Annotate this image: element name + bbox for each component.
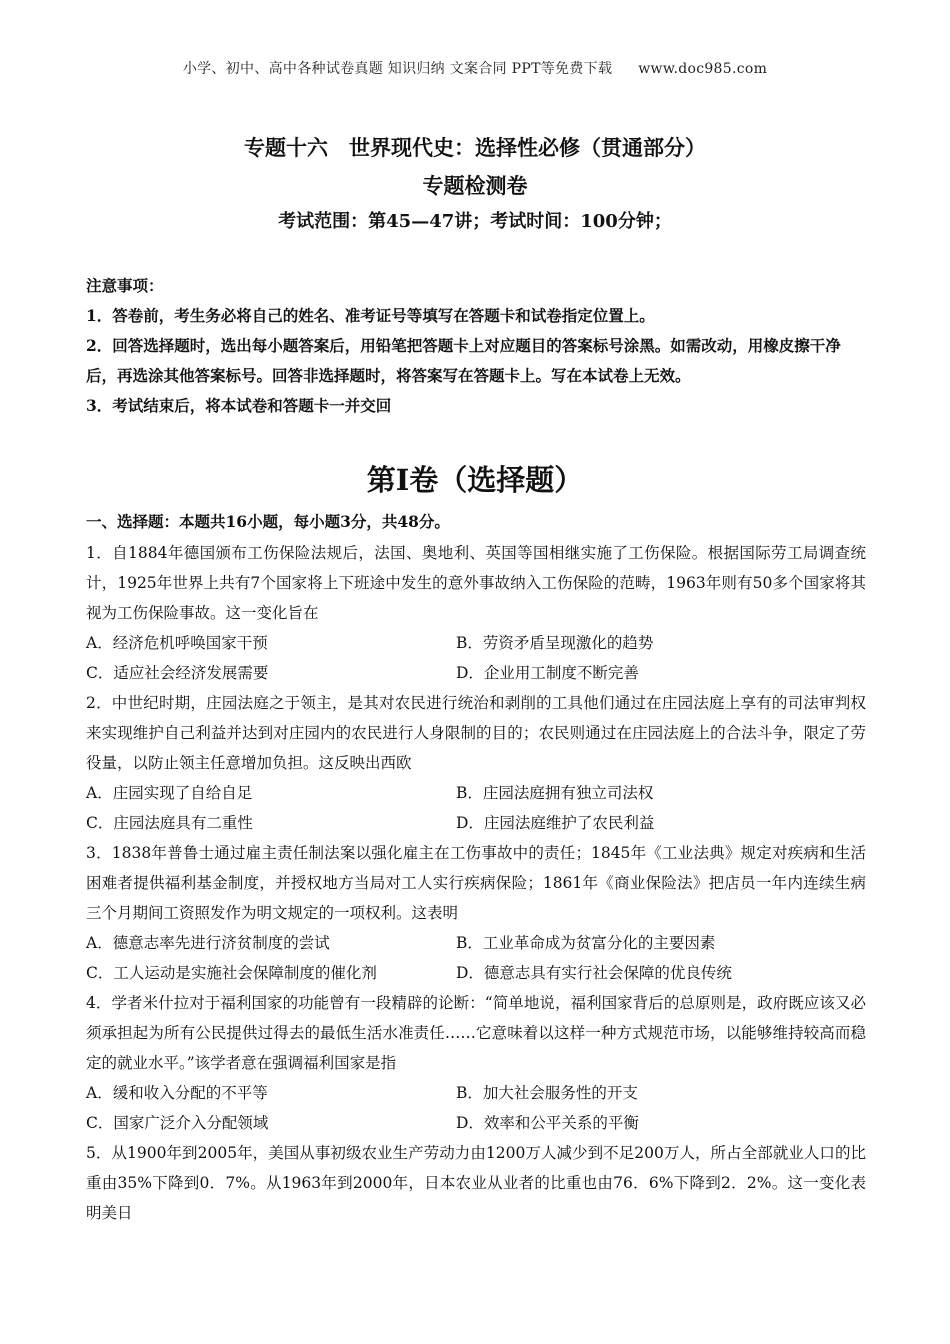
option-c: C．工人运动是实施社会保障制度的催化剂 [86, 964, 377, 982]
option-d: D．企业用工制度不断完善 [456, 664, 639, 682]
option-c: C．适应社会经济发展需要 [86, 664, 269, 682]
option-b: B．劳资矛盾呈现激化的趋势 [456, 634, 654, 652]
option-b: B．加大社会服务性的开支 [456, 1084, 638, 1102]
option-b: B．工业革命成为贫富分化的主要因素 [456, 934, 716, 952]
option-d: D．德意志具有实行社会保障的优良传统 [456, 964, 732, 982]
option-d: D．效率和公平关系的平衡 [456, 1114, 639, 1132]
banner-url[interactable]: www.doc985.com [638, 61, 768, 77]
option-grid [86, 628, 866, 688]
option-grid [86, 928, 866, 988]
banner-text: 小学、初中、高中各种试卷真题 知识归纳 文案合同 PPT等免费下载 [182, 61, 613, 77]
exam-scope: 考试范围：第45—47讲；考试时间：100分钟； [278, 211, 672, 232]
question-2 [86, 688, 866, 838]
site-banner [0, 58, 950, 78]
option-a: A．缓和收入分配的不平等 [86, 1084, 268, 1102]
section-heading: 一、选择题：本题共16小题，每小题3分，共48分。 [86, 512, 450, 531]
notes-block [86, 271, 866, 421]
option-a: A．庄园实现了自给自足 [86, 784, 253, 802]
option-a: A．德意志率先进行济贫制度的尝试 [86, 934, 330, 952]
notes-item: 2．回答选择题时，选出每小题答案后，用铅笔把答题卡上对应题目的答案标号涂黑。如需改动，用橡皮擦干净后，再选涂其他答案标号。回答非选择题时，将答案写在答题卡上。写在本试卷上无效。 [86, 336, 841, 385]
option-a: A．经济危机呼唤国家干预 [86, 634, 268, 652]
option-c: C．庄园法庭具有二重性 [86, 814, 253, 832]
question-1 [86, 538, 866, 688]
paper-subtitle: 专题检测卷 [422, 173, 528, 198]
question-5 [86, 1138, 866, 1228]
question-stem: 2．中世纪时期，庄园法庭之于领主，是其对农民进行统治和剥削的工具他们通过在庄园法庭上享有的司法审判权来实现维护自己利益并达到对庄园内的农民进行人身限制的目的；农民则通过在庄园法庭上的合法斗争，限定了劳役量，以防止领主任意增加负担。这反映出西欧 [86, 694, 866, 772]
notes-item: 1．答卷前，考生务必将自己的姓名、准考证号等填写在答题卡和试卷指定位置上。 [86, 306, 655, 325]
option-d: D．庄园法庭维护了农民利益 [456, 814, 655, 832]
question-3 [86, 838, 866, 988]
option-grid [86, 778, 866, 838]
notes-heading: 注意事项： [86, 276, 164, 295]
question-stem: 1．自1884年德国颁布工伤保险法规后，法国、奥地利、英国等国相继实施了工伤保险。根据国际劳工局调查统计，1925年世界上共有7个国家将上下班途中发生的意外事故纳入工伤保险的范畴，1963年则有50多个国家将其视为工伤保险事故。这一变化旨在 [86, 544, 866, 622]
option-grid [86, 1078, 866, 1138]
question-4 [86, 988, 866, 1138]
notes-item: 3．考试结束后，将本试卷和答题卡一并交回 [86, 396, 392, 415]
option-b: B．庄园法庭拥有独立司法权 [456, 784, 654, 802]
section-title: 第I卷（选择题） [366, 463, 584, 497]
option-c: C．国家广泛介入分配领域 [86, 1114, 269, 1132]
question-list [86, 538, 866, 1228]
question-stem: 4．学者米什拉对于福利国家的功能曾有一段精辟的论断：“简单地说，福利国家背后的总原则是，政府既应该又必须承担起为所有公民提供过得去的最低生活水准责任……它意味着以这样一种方式规范市场，以能够维持较高而稳定的就业水平。”该学者意在强调福利国家是指 [86, 994, 866, 1072]
question-stem: 3．1838年普鲁士通过雇主责任制法案以强化雇主在工伤事故中的责任；1845年《工业法典》规定对疾病和生活困难者提供福利基金制度，并授权地方当局对工人实行疾病保险；1861年《商业保险法》把店员一年内连续生病三个月期间工资照发作为明文规定的一项权利。这表明 [86, 844, 866, 922]
question-stem: 5．从1900年到2005年，美国从事初级农业生产劳动力由1200万人减少到不足200万人，所占全部就业人口的比重由35%下降到0．7%。从1963年到2000年，日本农业从业者的比重也由76．6%下降到2．2%。这一变化表明美日 [86, 1144, 866, 1222]
paper-title: 专题十六 世界现代史：选择性必修（贯通部分） [244, 135, 706, 160]
